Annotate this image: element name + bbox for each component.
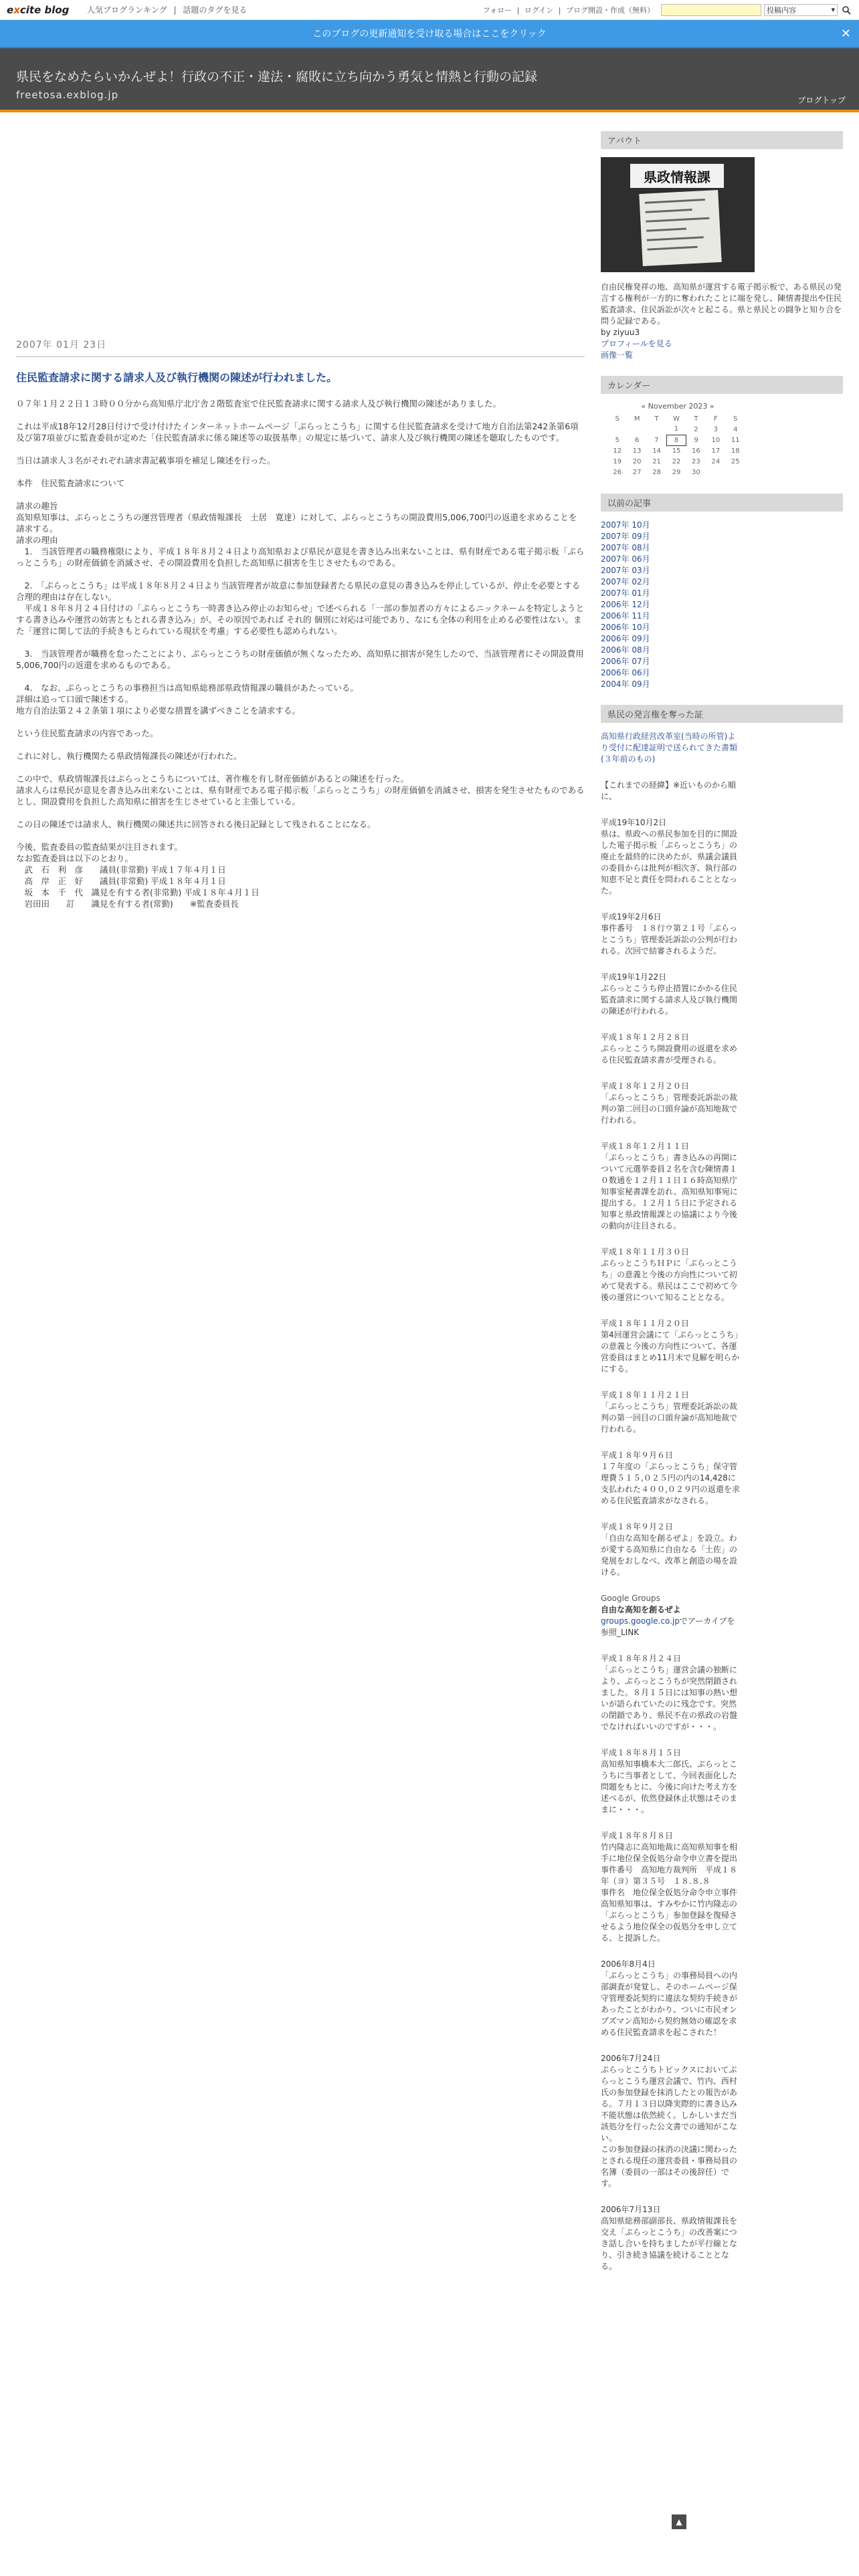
calendar-day (647, 424, 666, 435)
calendar-weekday: W (673, 415, 680, 423)
search-button[interactable] (840, 4, 852, 16)
calendar-day: 7 (654, 436, 659, 444)
archive-heading: 以前の記事 (601, 494, 843, 512)
profile-link[interactable]: プロフィールを見る (601, 339, 672, 348)
evidence-heading: 県民の発言権を奪った証 (601, 705, 843, 723)
entry-text: １７年度の「ぷらっとこうち」保守管理費５１５,０２５円の内の14,428に支払われた４００,０２９円の返還を求める住民監査請求がなされる。 (601, 1462, 740, 1505)
entry-date: 平成１８年１２月１１日 (601, 1142, 690, 1151)
entry-date: 平成１８年１２月２８日 (601, 1033, 690, 1042)
entry-date: 2006年8月4日 (601, 1959, 656, 1969)
about-text: 自由民権発祥の地、高知県が運営する電子掲示板で、ある県民の発言する権利が一方的に奪われたことに端を発し、陳情書提出や住民監査請求、住民訴訟が次々と起こる。県と県民との闘争と知り合を問う記録である。 by ziyuu3 プロフィールを見る 画像一覧 (601, 282, 842, 360)
photo-sign: 県政情報課 (630, 164, 724, 188)
history-entry (601, 1450, 741, 1507)
calendar-month[interactable]: « November 2023 » (641, 402, 714, 411)
separator: | (558, 5, 561, 15)
history-entry (601, 911, 741, 957)
calendar-day: 6 (634, 436, 640, 444)
entry-date: 平成１８年１２月２０日 (601, 1081, 690, 1091)
calendar-day: 5 (615, 436, 619, 444)
calendar-day: 19 (613, 457, 622, 465)
entry-date: 平成１８年８月８日 (601, 1831, 674, 1840)
entry-date: 2006年7月24日 (601, 2054, 661, 2063)
history-entry (601, 1747, 741, 1816)
post-body (16, 398, 585, 909)
history-entry (601, 1390, 741, 1435)
excite-blog-logo[interactable]: excite blog (7, 3, 70, 16)
archive-link[interactable]: 2007年 10月 (601, 520, 650, 530)
about-heading: アバウト (601, 131, 843, 149)
entry-date: 平成１８年９月６日 (601, 1451, 674, 1460)
calendar-day: 14 (652, 447, 661, 455)
login-link[interactable]: ログイン (524, 5, 554, 15)
calendar-day: 23 (692, 457, 700, 465)
entry-text: ぷらっとこうちＨＰに「ぷらっとこうち」の意義と今後の方向性について初めて発表する。県民はここで初めて今後の運営について知ることとなる。 (601, 1259, 738, 1302)
entry-text: 「ぷらっとこうち」書き込みの再開について元選挙委員２名を含む陳情書１０数通を１２月１１日１６時高知県庁知事室秘書課を訪れ、高知県知事宛に提出する。１２月１５日に予定される知事と県政情報課との協議により今後の動向が注目される。 (601, 1153, 738, 1230)
history-entry (601, 1081, 741, 1126)
calendar-day: 16 (692, 447, 700, 455)
post-paragraph: 本件 住民監査請求について (16, 478, 125, 488)
archive-link[interactable]: 2007年 08月 (601, 543, 650, 552)
post-paragraph: これは平成18年12月28日付けで受け付けたインターネットホームページ「ぷらっとこうち」に関する住民監査請求を受けて地方自治法第242条第6項及び第7項並びに監査委員が定めた「住民監査請求に係る陳述等の取扱基準」の規定に基づいて、請求人及び執行機関の陳述を聴取したものです。 (16, 421, 579, 443)
history-entry (601, 2204, 741, 2272)
entry-text: 「ぷらっとこうち」運営会議の独断により、ぷらっとこうちが突然閉鎖されました。８月１５日には知事の熱い想いが語られていたのに残念です。突然の閉鎖であり、県民不在の県政の岩盤でなければいいのですが・・・。 (601, 1665, 738, 1731)
scroll-top-button[interactable]: ▲ (672, 2514, 686, 2529)
calendar-day: 1 (674, 425, 679, 433)
history-entry (601, 972, 741, 1017)
calendar-weekday: M (634, 415, 640, 423)
entry-date: 平成19年10月2日 (601, 818, 667, 827)
blog-title[interactable]: 県民をなめたらいかんぜよ！行政の不正・違法・腐敗に立ち向かう勇気と情熱と行動の記録 (16, 70, 538, 84)
history-note: 【これまでの経緯】※近いものから順に、 (601, 780, 737, 801)
archive-link[interactable]: 2007年 01月 (601, 588, 650, 598)
entry-date: 平成１８年８月１５日 (601, 1748, 682, 1757)
calendar-day: 22 (672, 457, 681, 465)
calendar-day: 11 (731, 436, 740, 444)
calendar-day: 20 (632, 457, 642, 465)
about-photo (601, 157, 755, 272)
history-entry (601, 817, 741, 897)
history-entry (601, 1032, 741, 1066)
entry-text: 「ぷらっとこうち」管理委託訴訟の裁判の第一回目の口頭弁論が高知地裁で行われる。 (601, 1402, 738, 1434)
entry-date: 平成１８年１１月２０日 (601, 1319, 690, 1328)
account-links (482, 5, 656, 15)
popular-ranking-link[interactable]: 人気ブログランキング (87, 5, 167, 15)
entry-text: ぷらっとこうちトピックスにおいてぷらっとこうち運営会議で、竹内、西村氏の参加登録を抹消したとの報告がある。７月１３日以降実際的に書き込み不能状態は依然続く。しかしいまだ当該処分を行った公文書での通知がこない。 この参加登録の抹消の決議に関わったとされる現任の運営委員・事務局員の名簿（委員の一部はその後辞任）です。 (601, 2065, 738, 2188)
entry-text: 「ぷらっとこうち」の事務局員への内部調査が発覚し、そのホームページ保守管理委託契約に違法な契約手続きがあったことがわかり、ついに市民オンブズマン高知から契約無効の確認を求める住民監査請求を起こされた！ (601, 1971, 738, 2037)
calendar-weekday: T (654, 415, 659, 423)
entry-date: 平成19年1月22日 (601, 972, 667, 982)
calendar-day: 18 (731, 447, 740, 455)
trending-tags-link[interactable]: 話題のタグを見る (183, 5, 248, 15)
history-entry (601, 1521, 741, 1578)
post-paragraph: これに対し、執行機関たる県政情報課長の陳述が行われた。 (16, 751, 242, 761)
post-paragraph: この中で、県政情報課長はぷらっとこうちについては、著作権を有し財産価値があるとの陳述を行った。 請求人らは県民が意見を書き込み出来ないことは、県有財産である電子掲示板「ぷらっとこうち」の財産価値を消滅させ、損害を発生させたものであるとし、開設費用を負担した高知県に損害を生じさせていると主張している。 (16, 774, 585, 807)
history-entry (601, 2053, 741, 2189)
calendar-day: 2 (694, 425, 698, 433)
calendar-day: 30 (692, 468, 700, 476)
history-entry (601, 1830, 741, 1944)
follow-link[interactable]: フォロー (482, 5, 512, 15)
history-entry (601, 1318, 741, 1375)
archive-link[interactable]: 2006年 07月 (601, 657, 650, 666)
calendar-day (706, 467, 725, 477)
post-title[interactable]: 住民監査請求に関する請求人及び執行機関の陳述が行われました。 (16, 371, 338, 384)
post-paragraph: 今後、監査委員の監査結果が注目されます。 なお監査委員は以下のとおり。 武 石 利 彦 議員(非常勤) 平成１７年４月１日 高 岸 正 好 議員(非常勤) 平成１８年４月１日 坂 本 千 代 識見を有する者(非常勤) 平成１８年４月１日 岩田田 訂 識見を有する者(常勤) ※監査委員長 (16, 842, 260, 909)
entry-date: 平成１８年８月２４日 (601, 1654, 682, 1663)
calendar-weekday: S (615, 415, 619, 423)
history-entries (601, 817, 843, 1578)
archive-link[interactable]: 2004年 09月 (601, 679, 650, 689)
images-link[interactable]: 画像一覧 (601, 350, 634, 360)
calendar-weekday: F (713, 415, 718, 423)
sidebar (601, 131, 843, 2287)
entry-date: 平成１８年１１月３０日 (601, 1247, 690, 1257)
google-groups-logo: Google Groups (601, 1594, 660, 1603)
chevron-down-icon: ▾ (831, 5, 835, 14)
calendar-heading: カレンダー (601, 376, 843, 394)
post-paragraph: 3. 当該管理者が職務を怠ったことにより、ぷらっとこうちの財産価値が無くなったため、高知県に損害が発生したので、当該管理者にその開設費用5,006,700円の返還を求めるものである。 (16, 649, 584, 670)
archive-link[interactable]: 2007年 02月 (601, 577, 650, 586)
entry-text: 「ぷらっとこうち」管理委託訴訟の裁判の第二回目の口頭弁論が高知地裁で行われる。 (601, 1093, 738, 1125)
calendar-day: 9 (694, 436, 698, 444)
archive-link[interactable]: 2006年 10月 (601, 623, 650, 632)
evidence-link[interactable]: 高知県行政経営改革室(当時の所管)より受付に配達証明で送られてきた書類(３年前のもの) (601, 732, 738, 764)
search-input[interactable] (661, 4, 761, 16)
archive-link[interactable]: 2006年 06月 (601, 668, 650, 677)
top-navigation-bar (0, 0, 859, 20)
archive-link[interactable]: 2006年 11月 (601, 611, 650, 621)
calendar-day: 21 (652, 457, 661, 465)
calendar-day (607, 424, 627, 435)
entry-text: 「自由な高知を創るぜよ」を設立。わが愛する高知県に自由なる「土佐」の発展をおしなべ、改革と創造の場を設ける。 (601, 1533, 738, 1577)
create-blog-link[interactable]: ブログ開設・作成（無料） (566, 5, 654, 15)
entry-date: 2006年7月13日 (601, 2205, 661, 2214)
entry-text: 高知県知事橋本大二郎氏、ぷらっとこうちに当事者として、今回表面化した問題をもとに、今後に向けた考え方を述べるが、依然登録休止状態はそのままに・・・。 (601, 1759, 738, 1814)
calendar-day: 26 (613, 468, 622, 476)
author-name: by ziyuu3 (601, 328, 640, 337)
post-paragraph: この日の陳述では請求人、執行機関の陳述共に回答される後日記録として残されることになる。 (16, 819, 376, 829)
calendar-day: 3 (713, 425, 718, 433)
entry-text: 県は、県政への県民参加を目的に開設した電子掲示板「ぷらっとこうち」の廃止を最終的に決めたが、県議会議員の委員からは批判が相次ぎ、執行部の知恵不足と責任を問われることとなった。 (601, 829, 738, 895)
notification-text[interactable]: このブログの更新通知を受け取る場合はここをクリック (312, 29, 547, 39)
main-content (16, 338, 585, 921)
photo-paper (639, 190, 721, 266)
blog-header (0, 48, 859, 112)
post-paragraph: 当日は請求人３名がそれぞれ請求書記載事項を補足し陳述を行った。 (16, 455, 276, 465)
google-group-title: 自由な高知を創るぜよ (601, 1605, 681, 1614)
archive-list (601, 520, 843, 690)
calendar-day: 29 (672, 468, 681, 476)
history-entry (601, 1247, 741, 1303)
entry-date: 平成19年2月6日 (601, 912, 662, 922)
calendar-weekday: T (694, 415, 698, 423)
calendar-day: 8 (666, 435, 686, 445)
separator: | (173, 5, 177, 15)
calendar-day: 27 (632, 468, 642, 476)
calendar-day: 12 (613, 447, 622, 455)
archive-link[interactable]: 2006年 12月 (601, 600, 650, 609)
blog-url[interactable]: freetosa.exblog.jp (16, 89, 119, 101)
post-date: 2007年 01月 23日 (16, 338, 585, 357)
post-paragraph: ０７年１月２２日１３時００分から高知県庁北庁舎２階監査室で住民監査請求に関する請求人及び執行機関の陳述がありました。 (16, 399, 502, 409)
archive-link[interactable]: 2006年 09月 (601, 634, 650, 643)
close-icon[interactable]: ✕ (840, 27, 851, 41)
entry-text: 事件番号 １８行ウ第２１号「ぷらっとこうち」管理委託訴訟の公判が行われる。次回で結審されるようだ。 (601, 924, 738, 956)
calendar-day: 4 (733, 425, 738, 433)
entry-text: ぷらっとこうち停止措置にかかる住民監査請求に関する請求人及び執行機関の陳述が行われる。 (601, 984, 738, 1016)
calendar-day: 25 (731, 457, 740, 465)
post-paragraph: 請求の趣旨 高知県知事は、ぷらっとこうちの運営管理者（県政情報課長 土居 寛達）に対して、ぷらっとこうちの開設費用5,006,700円の返還を求めることを請求する。 請求の理由 1. 当該管理者の職務権限により、平成１８年８月２４日より高知県および県民が意見を書き込み出来ないことは、県有財産である電子掲示板「ぷらっとこうち」の財産価値を消滅させ、その開設費用を負担した高知県に損害を生じさせたものである。 (16, 501, 585, 568)
entry-text: 竹内隆志に高知地裁に高知県知事を相手に地位保全仮処分命令申立書を提出 事件番号 高知地方裁判所 平成１８年（ヨ）第３５号 １８.８.８ 事件名 地位保全仮処分命令申立事件 高知県知事は、すみやかに竹内隆志の「ぷらっとこうち」参加登録を復帰させるよう地位保全の仮処分を申し立てる、と提訴した。 (601, 1842, 738, 1943)
entry-date: 平成１８年１１月２１日 (601, 1390, 690, 1400)
post-paragraph: という住民監査請求の内容であった。 (16, 728, 159, 738)
calendar-day: 17 (711, 447, 721, 455)
calendar-day (627, 424, 646, 435)
entry-text: 第4回運営会議にて「ぷらっとこうち」の意義と今後の方向性について、各運営委員はまとめ11月末で見解を明らかにする。 (601, 1330, 740, 1374)
archive-link[interactable]: 2007年 09月 (601, 532, 650, 541)
archive-link[interactable]: 2006年 08月 (601, 645, 650, 655)
history-entry (601, 1959, 741, 2038)
history-entry (601, 1653, 741, 1733)
post-paragraph: 2. 「ぷらっとこうち」は平成１８年８月２４日より当該管理者が故意に参加登録者たる県民の意見の書き込みを停止しているが、停止を必要とする合理的理由は存在しない。 平成１８年８月２４日付けの「ぷらっとこうち一時書き込み停止のお知らせ」で述べられる「一部の参加者の方々によるニックネームを特定しようとする書き込みや運営の妨害ともとれる書き込み」が、その原因であれば それ的 個別に対応は可能であり、なにも全体の利用を止める必要性はない。また「運営に関して法的手続きもとられている現状を考慮」する必要性も認められない。 (16, 580, 585, 636)
calendar (607, 413, 745, 477)
evidence-block (601, 731, 741, 765)
calendar-day (726, 467, 745, 477)
google-group-link[interactable]: groups.google.co.jp (601, 1616, 680, 1626)
entry-date: 平成１８年９月２日 (601, 1522, 674, 1531)
post-paragraph: 4. なお、ぷらっとこうちの事務担当は高知県総務部県政情報課の職員があたっている。 詳細は追って口頭で陳述する。 地方自治法第２４２条第１項により必要な措置を講ずべきことを請求する。 (16, 683, 359, 716)
history-entries-2 (601, 1653, 843, 2272)
google-group-block: Google Groups 自由な高知を創るぜよ groups.google.co.jpでアーカイブを参照_LINK (601, 1593, 741, 1638)
calendar-weekday: S (733, 415, 738, 423)
calendar-day: 10 (711, 436, 721, 444)
archive-link[interactable]: 2007年 06月 (601, 554, 650, 564)
calendar-day: 15 (672, 447, 681, 455)
update-notification-banner[interactable] (0, 20, 859, 48)
archive-link[interactable]: 2007年 03月 (601, 566, 650, 575)
separator: | (516, 5, 520, 15)
history-entry (601, 1141, 741, 1232)
magnifier-icon (842, 5, 851, 15)
calendar-day: 13 (632, 447, 642, 455)
search-scope-select[interactable]: 投稿内容 ▾ (764, 4, 838, 16)
calendar-day: 28 (652, 468, 661, 476)
entry-text: ぷらっとこうち開設費用の返還を求める住民監査請求書が受理される。 (601, 1044, 738, 1065)
blog-top-link[interactable]: ブログトップ (797, 96, 846, 105)
entry-text: 高知県総務部副部長、県政情報課長を交え「ぷらっとこうち」の改善案につき話し合いを持ちましたが平行線となり、引き続き協議を続けることとなる。 (601, 2216, 738, 2271)
top-links (87, 4, 482, 15)
calendar-day: 24 (711, 457, 721, 465)
